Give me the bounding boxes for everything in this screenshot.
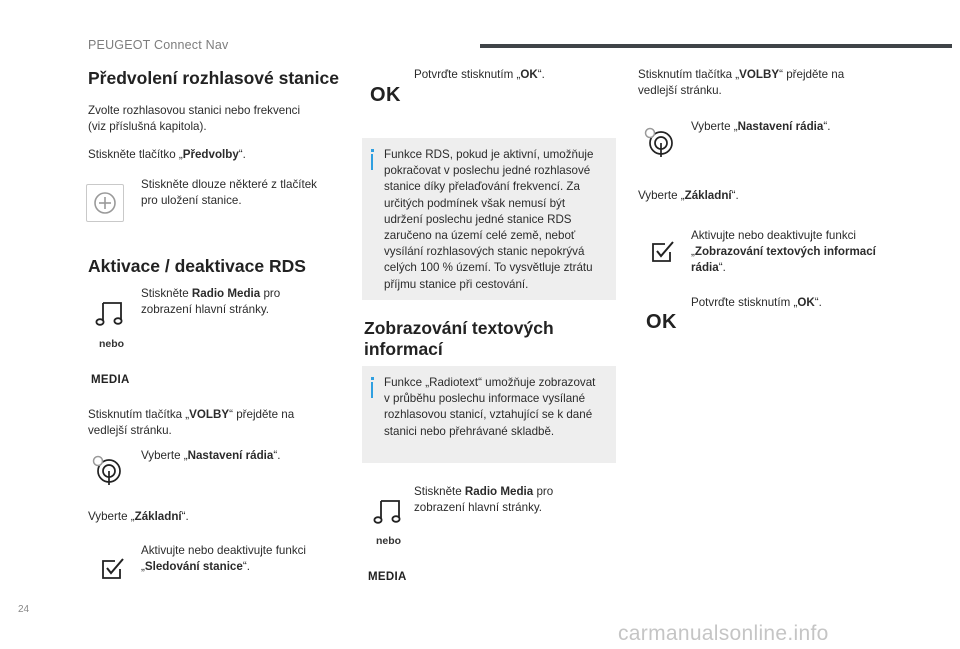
paragraph-basic-2: Vyberte „Základní“. — [638, 189, 739, 202]
ok-icon: OK — [370, 84, 401, 106]
radio-settings-icon — [88, 452, 126, 493]
music-note-icon — [372, 498, 406, 531]
checkbox-icon — [650, 240, 676, 269]
media-button-label: MEDIA — [368, 571, 407, 583]
step-confirm-ok-2: Potvrďte stisknutím „OK“. — [691, 296, 822, 309]
checkbox-icon — [100, 557, 126, 586]
info-text-radiotext: Funkce „Radiotext“ umožňuje zobrazovat v průběhu poslechu informace vysílané rozhlasovou stanicí, vztahující se k dané stanici nebo přehrávané skladbě. — [384, 376, 596, 438]
paragraph-basic: Vyberte „Základní“. — [88, 510, 189, 523]
or-label: nebo — [376, 535, 402, 547]
page-number: 24 — [18, 604, 30, 615]
or-label: nebo — [99, 338, 125, 350]
section-heading-presets: Předvolení rozhlasové stanice — [88, 68, 339, 88]
paragraph-options-2: Stisknutím tlačítka „VOLBY“ přejděte na vedlejší stránku. — [638, 68, 845, 97]
media-button-label: MEDIA — [91, 374, 130, 386]
step-confirm-ok: Potvrďte stisknutím „OK“. — [414, 68, 545, 81]
step-radio-settings: Vyberte „Nastavení rádia“. — [141, 449, 281, 462]
section-heading-radiotext: Zobrazování textových informací — [364, 318, 554, 359]
info-text-rds: Funkce RDS, pokud je aktivní, umožňuje pokračovat v poslechu jedné rozhlasové stanice díky přelaďování frekvencí. Za určitých podmínek však nemusí být udržení poslechu jedné stanice RDS zaručeno na území celé země, neboť vysílání rozhlasových stanic nepokrývá celých 100 % území. To vysvětluje ztrátu příjmu stanice při cestování. — [384, 148, 594, 291]
radio-settings-icon — [640, 124, 678, 165]
paragraph-select-station: Zvolte rozhlasovou stanici nebo frekvenci (viz příslušná kapitola). — [88, 104, 301, 133]
step-radio-media-2: Stiskněte Radio Media pro zobrazení hlavní stránky. — [414, 485, 554, 514]
watermark: carmanualsonline.info — [618, 622, 829, 645]
header-rule — [480, 44, 952, 48]
paragraph-press-presets: Stiskněte tlačítko „Předvolby“. — [88, 148, 246, 161]
plus-icon — [86, 184, 124, 222]
step-long-press: Stiskněte dlouze některé z tlačítek pro uložení stanice. — [141, 178, 317, 207]
section-heading-rds: Aktivace / deaktivace RDS — [88, 256, 306, 276]
ok-icon: OK — [646, 311, 677, 333]
paragraph-options: Stisknutím tlačítka „VOLBY“ přejděte na vedlejší stránku. — [88, 408, 295, 437]
running-header: PEUGEOT Connect Nav — [88, 38, 229, 52]
step-radio-media: Stiskněte Radio Media pro zobrazení hlavní stránky. — [141, 287, 281, 316]
info-box-rds — [362, 138, 616, 300]
step-radio-settings-2: Vyberte „Nastavení rádia“. — [691, 120, 831, 133]
music-note-icon — [94, 300, 128, 333]
step-station-tracking: Aktivujte nebo deaktivujte funkci „Sledování stanice“. — [141, 544, 306, 573]
step-radiotext-toggle: Aktivujte nebo deaktivujte funkci „Zobrazování textových informací rádia“. — [691, 229, 876, 274]
info-box-radiotext — [362, 366, 616, 463]
